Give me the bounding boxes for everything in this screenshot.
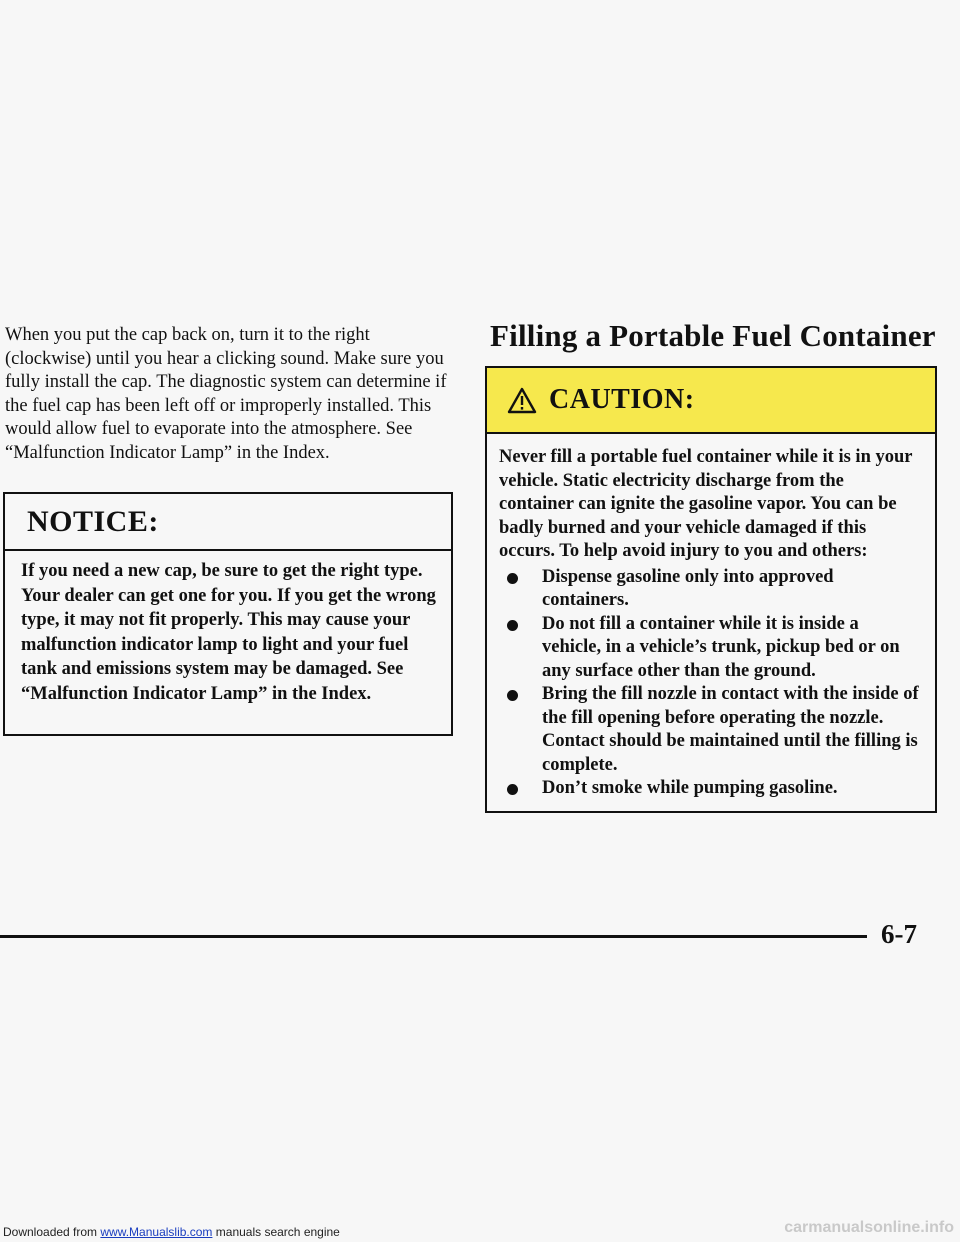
bullet-dot-icon xyxy=(507,784,518,795)
caution-bullet-item: Don’t smoke while pumping gasoline. xyxy=(499,777,921,801)
manualslib-link[interactable]: www.Manualslib.com xyxy=(100,1225,213,1239)
caution-body xyxy=(487,434,935,801)
footer-suffix: manuals search engine xyxy=(212,1225,340,1239)
caution-bullet-item: Dispense gasoline only into approved containers. xyxy=(499,566,921,613)
bullet-dot-icon xyxy=(507,690,518,701)
download-footer xyxy=(3,1225,340,1239)
caution-title: CAUTION: xyxy=(549,384,695,415)
page-divider xyxy=(0,935,867,938)
warning-triangle-icon xyxy=(507,387,537,414)
notice-title: NOTICE: xyxy=(5,494,451,551)
caution-box xyxy=(485,366,937,813)
bullet-dot-icon xyxy=(507,573,518,584)
caution-intro: Never fill a portable fuel container while it is in your vehicle. Static electricity discharge from the container can ignite the gasoline vapor. You can be badly burned and your vehicle damaged if this occurs. To help avoid injury to you and others: xyxy=(499,447,913,561)
caution-header xyxy=(487,368,935,434)
section-title: Filling a Portable Fuel Container xyxy=(490,318,936,353)
watermark-text: carmanualsonline.info xyxy=(784,1219,954,1236)
notice-body: If you need a new cap, be sure to get the right type. Your dealer can get one for you. If you get the wrong type, it may not fit properly. This may cause your malfunction indicator lamp to light and your fuel tank and emissions system may be damaged. See “Malfunction Indicator Lamp” in the Index. xyxy=(21,561,436,704)
page-number: 6-7 xyxy=(881,919,917,949)
bullet-dot-icon xyxy=(507,620,518,631)
caution-bullet-list xyxy=(499,566,921,801)
caution-bullet-item: Do not fill a container while it is inside a vehicle, in a vehicle’s trunk, pickup bed or on any surface other than the ground. xyxy=(499,613,921,684)
intro-paragraph: When you put the cap back on, turn it to the right (clockwise) until you hear a clicking sound. Make sure you fully install the cap. The diagnostic system can determine if the fuel cap has been left off or improperly installed. This would allow fuel to evaporate into the atmosphere. See “Malfunction Indicator Lamp” in the Index. xyxy=(5,325,447,463)
notice-box xyxy=(3,492,453,736)
footer-prefix: Downloaded from xyxy=(3,1225,101,1239)
caution-bullet-item: Bring the fill nozzle in contact with the inside of the fill opening before operating the nozzle. Contact should be maintained until the filling is complete. xyxy=(499,683,921,777)
